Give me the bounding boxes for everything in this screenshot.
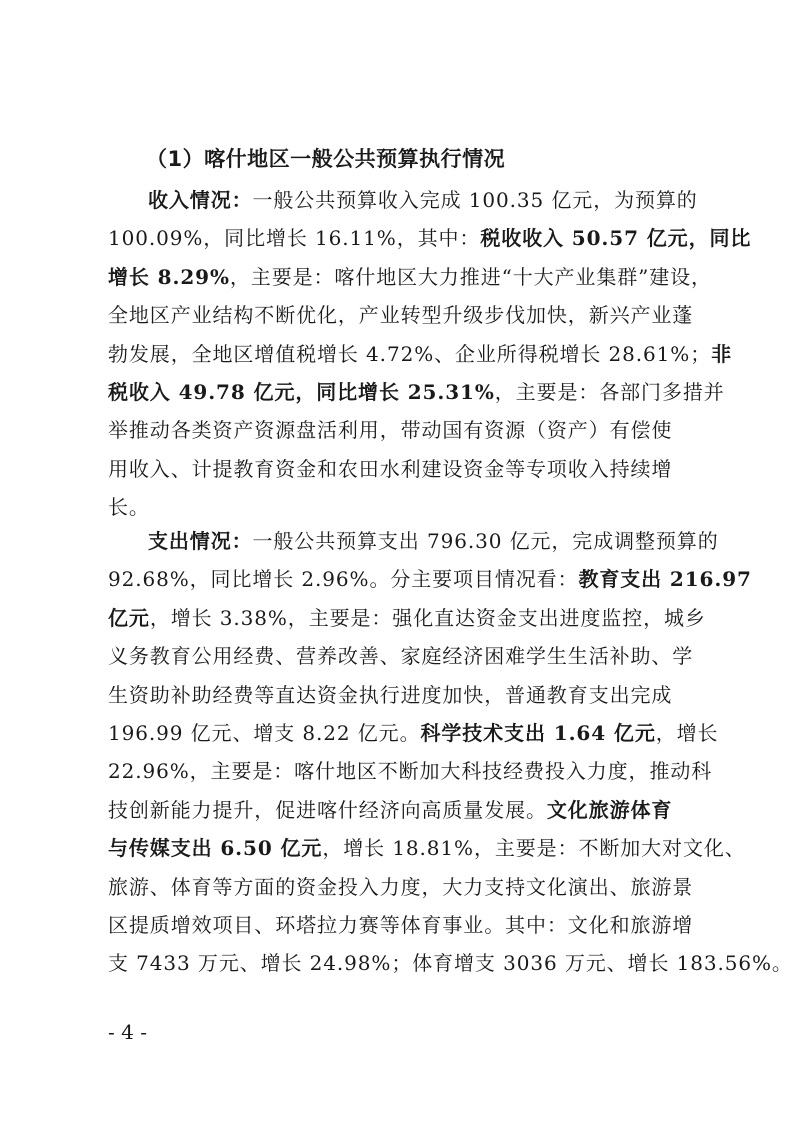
body-text: 区提质增效项目、环塔拉力赛等体育事业。其中：文化和旅游增 [108,913,694,938]
paragraph-line [108,944,793,982]
body-text: 一般公共预算收入完成 100.35 亿元，为预算的 [252,188,698,212]
paragraph-lead: 支出情况： [148,529,253,553]
paragraph-line [108,676,708,714]
bold-text: 与传媒支出 6.50 亿元 [108,836,323,861]
bold-text: 增长 8.29% [108,264,230,289]
body-text: 22.96%，主要是：喀什地区不断加大科技经费投入力度，推动科 [108,759,713,784]
section-heading: （1）喀什地区一般公共预算执行情况 [146,147,506,171]
paragraph-line [108,335,733,373]
body-text: 旅游、体育等方面的资金投入力度，大力支持文化演出、旅游景 [108,874,694,899]
paragraph-line [108,829,746,867]
body-text: 100.09%，同比增长 16.11%，其中： [108,226,481,251]
paragraph-line [108,296,708,334]
bold-text: 税收入 49.78 亿元，同比增长 25.31% [108,380,495,405]
body-text: 勃发展，全地区增值税增长 4.72%、企业所得税增长 28.61%； [108,341,712,366]
paragraph-line [108,714,719,752]
paragraph-line [108,373,725,411]
body-text: 用收入、计提教育资金和农田水利建设资金等专项收入持续增 [108,456,673,481]
paragraph-line [108,637,708,675]
body-text: 全地区产业结构不断优化，产业转型升级步伐加快，新兴产业蓬 [108,303,694,328]
bold-text: 税收收入 50.57 亿元，同比 [480,226,752,251]
body-text: ，主要是：各部门多措并 [494,380,725,405]
bold-text: 科学技术支出 1.64 亿元 [420,721,656,746]
bold-text: 教育支出 216.97 [578,567,752,592]
body-text: ，增长 [655,721,719,746]
paragraph-line [108,411,708,449]
body-text: 义务教育公用经费、营养改善、家庭经济困难学生生活补助、学 [108,644,694,669]
paragraph-line [108,450,708,488]
bold-text: 文化旅游体育 [546,797,673,822]
paragraph-line [108,906,708,944]
body-text: 长。 [108,495,150,520]
bold-text: 非 [711,341,733,366]
body-text: 支 7433 万元、增长 24.98%；体育增支 3036 万元、增长 183.56%。 [108,951,793,976]
body-text: ，增长 18.81%，主要是：不断加大对文化、 [322,836,746,861]
paragraph-line [108,868,708,906]
bold-text: 亿元 [108,605,150,630]
paragraph-line [108,488,708,526]
paragraph-line [108,599,708,637]
body-text: 举推动各类资产资源盘活利用，带动国有资源（资产）有偿使 [108,418,673,443]
income-paragraph [108,181,752,527]
paragraph-lead: 收入情况： [148,188,253,212]
paragraph-line [108,560,752,598]
body-text: 生资助补助经费等直达资金执行进度加快，普通教育支出完成 [108,682,673,707]
body-text: ，增长 3.38%，主要是：强化直达资金支出进度监控，城乡 [149,605,706,630]
body-text: ，主要是：喀什地区大力推进“十大产业集群”建设， [229,264,712,289]
paragraph-line [108,219,752,257]
body-text: 196.99 亿元、增支 8.22 亿元。 [108,721,421,746]
paragraph-line [108,258,712,296]
body-text: 技创新能力提升，促进喀什经济向高质量发展。 [108,797,547,822]
page-number: - 4 - [108,1020,147,1044]
expenditure-paragraph [108,522,793,983]
body-text: 92.68%，同比增长 2.96%。分主要项目情况看： [108,567,579,592]
body-text: 一般公共预算支出 796.30 亿元，完成调整预算的 [252,529,719,553]
paragraph-line [108,522,719,560]
paragraph-line [108,791,708,829]
paragraph-line [108,181,708,219]
paragraph-line [108,752,713,790]
